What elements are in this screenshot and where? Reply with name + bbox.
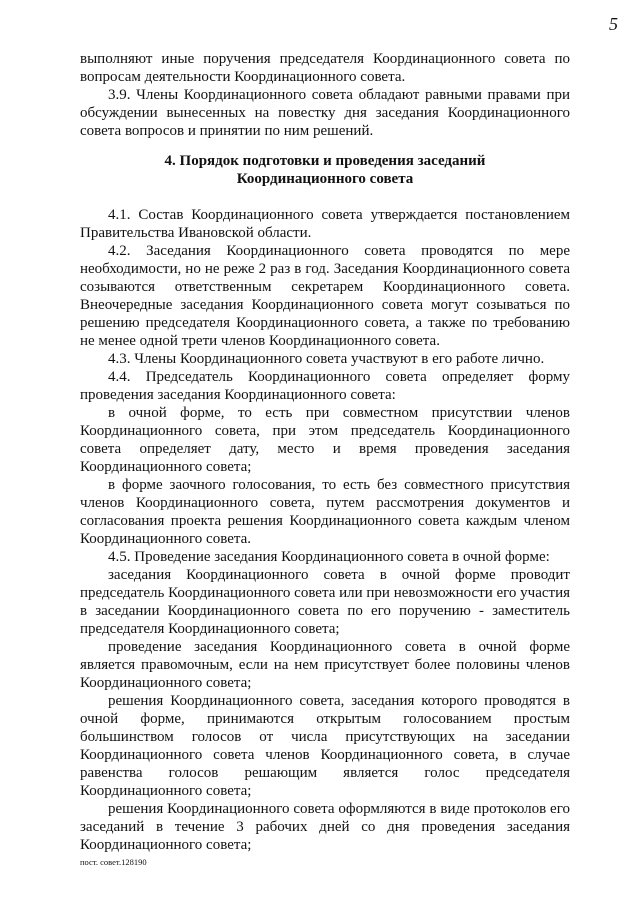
paragraph-4-5: 4.5. Проведение заседания Координационного совета в очной форме: [108,549,550,565]
paragraph-continuation: выполняют иные поручения председателя Координационного совета по вопросам деятельности Координационного совета. [80,51,570,85]
paragraph-4-5-item-4: решения Координационного совета оформляются в виде протоколов его заседаний в течение 3 рабочих дней со дня проведения заседания Координационного совета; [80,801,570,853]
paragraph-3-9: 3.9. Члены Координационного совета обладают равными правами при обсуждении вынесенных на повестку дня заседания Координационного совета вопросов и принятии по ним решений. [80,87,570,139]
page-number: 5 [609,14,618,34]
footer-reference: пост. совет.128190 [80,857,147,867]
section-heading [80,152,570,188]
document-body [80,50,570,854]
paragraph-4-5-item-1: заседания Координационного совета в очной форме проводит председатель Координационного совета или при невозможности его участия в заседании Координационного совета по его поручению - заместитель председателя Координационного совета; [80,567,570,637]
paragraph-4-1: 4.1. Состав Координационного совета утверждается постановлением Правительства Ивановской области. [80,207,570,241]
paragraph-4-5-item-2: проведение заседания Координационного совета в очной форме является правомочным, если на нем присутствует более половины членов Координационного совета; [80,639,570,691]
paragraph-4-3: 4.3. Члены Координационного совета участвуют в его работе лично. [108,351,545,367]
paragraph-4-5-item-3: решения Координационного совета, заседания которого проводятся в очной форме, принимаются открытым голосованием простым большинством голосов от числа присутствующих на заседании Координационного совета членов Координационного совета, в случае равенства голосов решающим является голос председателя Координационного совета; [80,693,570,799]
section-heading-line1: 4. Порядок подготовки и проведения заседаний [164,153,486,169]
paragraph-4-4-option-1: в очной форме, то есть при совместном присутствии членов Координационного совета, при этом председатель Координационного совета определяет дату, место и время проведения заседания Координационного совета; [80,405,570,475]
paragraph-4-2: 4.2. Заседания Координационного совета проводятся по мере необходимости, но не реже 2 раз в год. Заседания Координационного совета созываются ответственным секретарем Координационного совета. Внеочередные заседания Координационного совета могут созываться по решению председателя Координационного совета, а также по требованию не менее одной трети членов Координационного совета. [80,243,570,349]
paragraph-4-4-option-2: в форме заочного голосования, то есть без совместного присутствия членов Координационного совета, путем рассмотрения документов и согласования проекта решения Координационного совета каждым членом Координационного совета. [80,477,570,547]
section-heading-line2: Координационного совета [236,171,414,187]
paragraph-4-4: 4.4. Председатель Координационного совета определяет форму проведения заседания Координационного совета: [80,369,570,403]
